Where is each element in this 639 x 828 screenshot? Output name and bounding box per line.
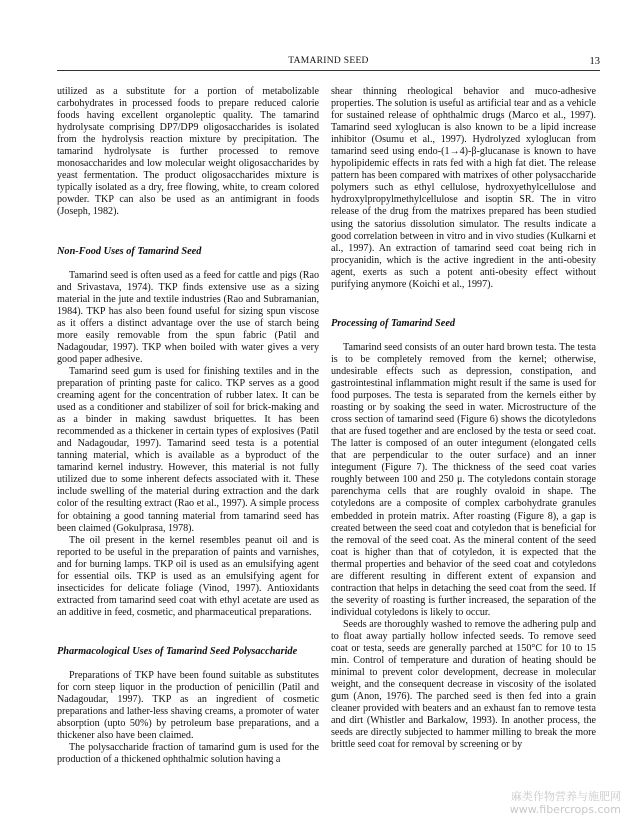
section-heading-pharma: Pharmacological Uses of Tamarind Seed Polysaccharide	[57, 645, 298, 657]
page-header	[57, 56, 600, 70]
paragraph-processing-2: Seeds are thoroughly washed to remove the adhering pulp and to float away partially hollow infected seeds. To remove seed coat or testa, seeds are generally parched at 150°C for 10 to 15 min. Control of temperature and duration of heating should be minimal to prevent color development, decrease in molecular weight, and the consequent decrease in viscosity of the isolated gum (Anon, 1976). The parched seed is then fed into a grain cleaner provided with beaters and an exhaust fan to remove testa and dirt (Whistler and Barkalow, 1993). In another process, the seeds are directly subjected to hammer milling to break the more brittle seed coat for removal by screening or by	[331, 618, 596, 751]
paragraph-nonfood-1: Tamarind seed is often used as a feed for cattle and pigs (Rao and Srivastava, 1974). TKP finds extensive use as a sizing material in the jute and textile industries (Rao and Subramanian, 1984). TKP has also been found useful for sizing spun viscose as it offers a distinct advantage over the use of starch being more easily removable from the spun fabric (Patil and Nadagoudar, 1997). TKP when boiled with water gives a very good paper adhesive.	[57, 269, 319, 365]
watermark-site-name: 麻类作物营养与施肥网	[511, 790, 621, 803]
paragraph-continued: shear thinning rheological behavior and muco-adhesive properties. The solution is useful as artificial tear and as a vehicle for sustained release of ophthalmic drugs (Marco et al., 1997). Tamarind seed xyloglucan is also known to be a lipid increase inhibitor (Osumu et al., 1997). Hydrolyzed xyloglucan from tamarind seed using endo-(1→4)-β-glucanase is known to have hypolipidemic effects in rats fed with a high fat diet. The release pattern has been compared with matrixes of other polysaccharide polymers such as ethyl cellulose, hydroxyethylcellulose and hydroxylpropylmethylcellulose and isoptin SR. The in vitro release of the drug from the matrixes prepared has been studied using the satorius dissolution simulator. The results indicate a good correlation between in vitro and in vivo studies (Kulkarni et al., 1997). An extraction of tamarind seed coat being rich in procyanidin, which is the active ingredient in the anti-obesity agent, exerts as such a potent anti-obesity effect without purifying anymore (Koichi et al., 1997).	[331, 86, 596, 290]
left-column	[57, 86, 319, 766]
header-rule	[57, 70, 600, 71]
section-heading-nonfood: Non-Food Uses of Tamarind Seed	[57, 245, 202, 257]
paragraph-intro: utilized as a substitute for a portion of metabolizable carbohydrates in processed foods to prepare reduced calorie foods having excellent organoleptic quality. The tamarind hydrolysate comprising DP7/DP9 oligosaccharides is isolated from the hydrolysis reaction mixture by precipitation. The tamarind hydrolysate is further processed to remove monosaccharides and low molecular weight oligosaccharides by yeast fermentation. The product oligosaccharides mixture is typically isolated as a dry, free flowing, white, to cream colored powder. TKP can also be used as an antimigrant in foods (Joseph, 1982).	[57, 86, 319, 218]
watermark	[510, 790, 621, 816]
paragraph-pharma-2: The polysaccharide fraction of tamarind gum is used for the production of a thickened ophthalmic solution having a	[57, 742, 319, 766]
right-column	[331, 86, 596, 751]
page-number: 13	[589, 56, 600, 67]
paragraph-nonfood-3: The oil present in the kernel resembles peanut oil and is reported to be useful in the preparation of paints and varnishes, and for burning lamps. TKP oil is used as an emulsifying agent for essential oils. TKP is used as an emulsifying agent for insecticides for delicate foliage (Vinod, 1997). Antioxidants extracted from tamarind seed coat with ethyl acetate are used as an additive in feed, cosmetic, and pharmaceutical preparations.	[57, 534, 319, 618]
running-head: TAMARIND SEED	[288, 56, 369, 66]
section-heading-processing: Processing of Tamarind Seed	[331, 317, 456, 329]
paragraph-processing-1: Tamarind seed consists of an outer hard brown testa. The testa is to be completely removed from the kernel; otherwise, undesirable effects such as depression, constipation, and gastrointestinal inflammation might result if the same is used for food purposes. The testa is separated from the kernels either by roasting or by soaking the seed in water. Microstructure of the cross section of tamarind seed (Figure 6) shows the dicotyledons that are fused together and are enclosed by the testa or seed coat. The latter is composed of an outer integument (elongated cells that are perpendicular to the outer surface) and an inner integument (Figure 7). The thickness of the seed coat varies roughly between 100 and 250 μ. The cotyledons contain storage parenchyma cells that are roughly ovaloid in shape. The cotyledons are a composite of complex carbohydrate granules embedded in protein matrix. After roasting (Figure 8), a gap is created between the seed coat and cotyledon that is beneficial for the removal of the seed coat. As the mineral content of the seed coat is higher than that of cotyledon, it is expected that the thermal properties and behavior of the seed coat and cotyledons are different resulting in different extent of expansion and contraction that helps in detaching the seed coat from the seed. If the severity of roasting is further increased, the separation of the individual cotyledons is likely to occur.	[331, 341, 596, 618]
paragraph-pharma-1: Preparations of TKP have been found suitable as substitutes for corn steep liquor in the production of penicillin (Patil and Nadagoudar, 1997). TKP as an ingredient of cosmetic preparations and lather-less shaving creams, a promoter of water absorption (upto 50%) by petroleum base preparations, and a thickener also have been claimed.	[57, 669, 319, 742]
paragraph-nonfood-2: Tamarind seed gum is used for finishing textiles and in the preparation of printing paste for calico. TKP serves as a good creaming agent for the concentration of rubber latex. It can be used as a conditioner and stabilizer of soil for brick-making and as a binder in making sawdust briquettes. It has been recommended as a thickener in certain types of explosives (Patil and Nadagoudar, 1997). Tamarind seed testa is a potential tanning material, which is available as a byproduct of the tamarind kernel industry. However, this material is not fully utilized due to some inherent defects associated with it. These include swelling of the material during extraction and the dark color of the resulting extract (Rao et al., 1997). A simple process for obtaining a good tanning material from tamarind seed has been claimed (Gokulprasa, 1978).	[57, 365, 319, 534]
watermark-url: www.fibercrops.com	[509, 803, 621, 816]
